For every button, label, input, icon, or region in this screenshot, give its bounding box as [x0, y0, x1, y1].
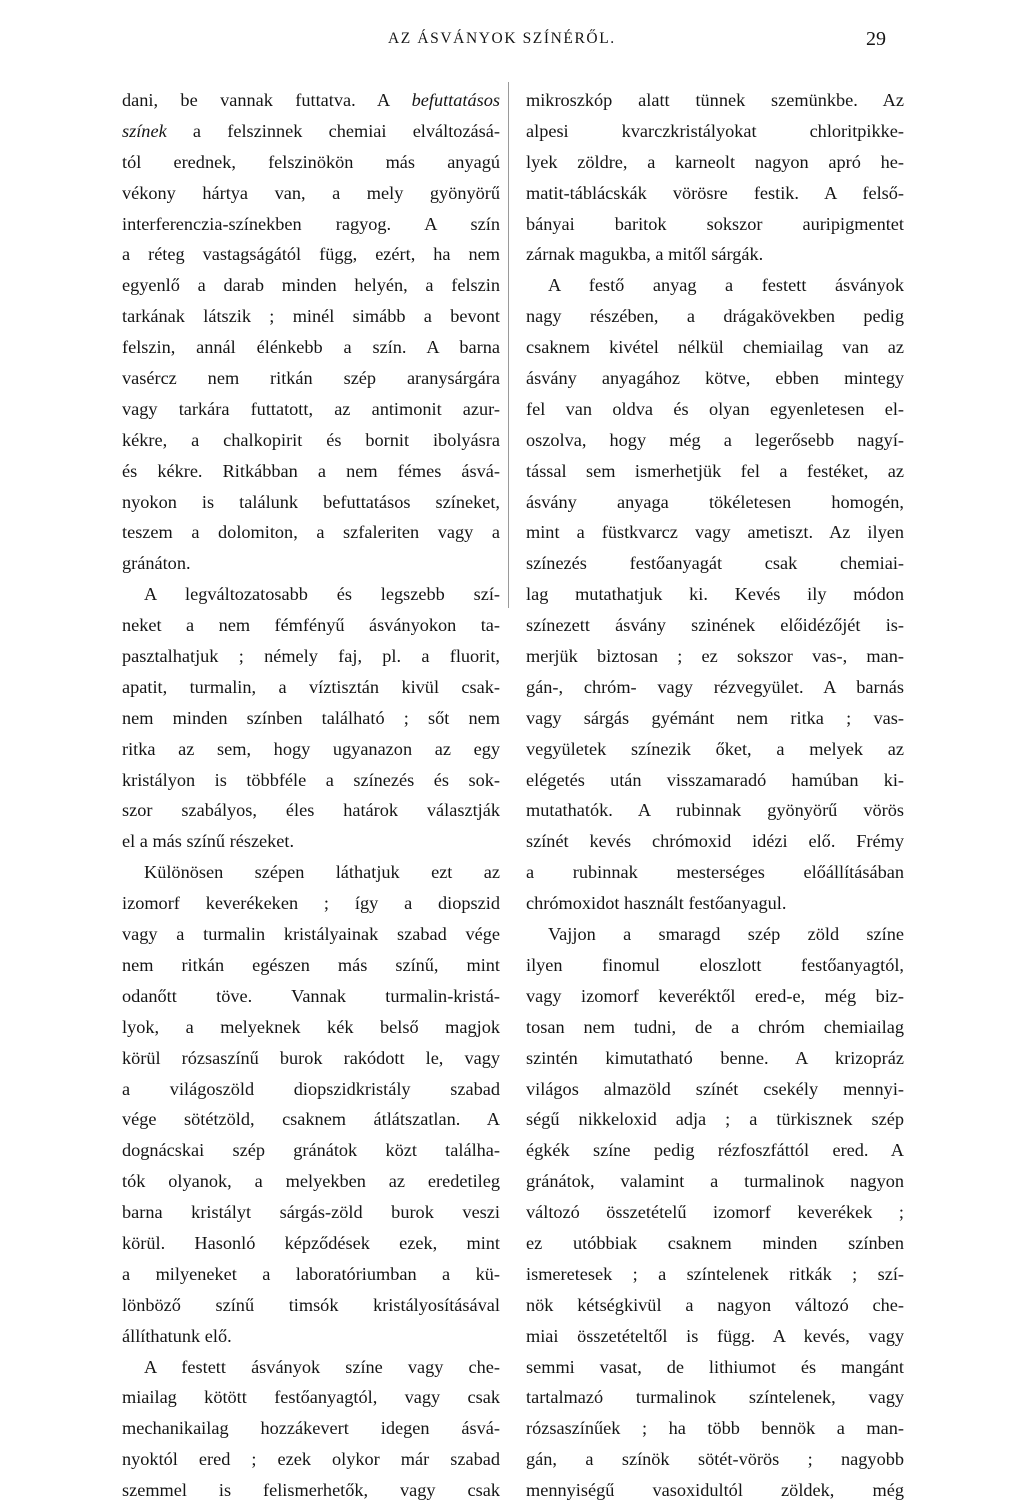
- text-line: [122, 765, 500, 796]
- line-text: színét kevés chrómoxid idézi elő. Frémy: [526, 831, 904, 852]
- text-line: [122, 425, 500, 456]
- text-line: [122, 147, 500, 178]
- line-text: gán-, chróm- vagy rézvegyület. A barnás: [526, 676, 904, 697]
- line-text: vége sötétzöld, csaknem átlátszatlan. A: [122, 1109, 500, 1130]
- text-line: [526, 1043, 904, 1074]
- text-line: [122, 641, 500, 672]
- text-line: [122, 1352, 500, 1383]
- italic-term: befuttatásos: [411, 90, 500, 110]
- line-text: ritka az sem, hogy ugyanazon az egy: [122, 738, 500, 759]
- text-line: [122, 1290, 500, 1321]
- text-line: [526, 394, 904, 425]
- text-line: [526, 456, 904, 487]
- text-line: [526, 1104, 904, 1135]
- running-title: AZ ÁSVÁNYOK SZÍNÉRŐL.: [388, 30, 616, 47]
- text-line: [526, 1166, 904, 1197]
- line-text: a világoszöld diopszidkristály szabad: [122, 1078, 500, 1099]
- text-line: [526, 1290, 904, 1321]
- line-text: vagy izomorf keveréktől ered-e, még biz-: [526, 985, 904, 1006]
- line-text: A festő anyag a festett ásványok: [548, 275, 904, 296]
- text-line: [122, 826, 500, 857]
- line-text: lyek zöldre, a karneolt nagyon apró he-: [526, 151, 904, 172]
- text-line: [122, 579, 500, 610]
- line-text: egyenlő a darab minden helyén, a felszin: [122, 275, 500, 296]
- text-line: [122, 301, 500, 332]
- text-line: [526, 548, 904, 579]
- text-line: [526, 610, 904, 641]
- text-line: [526, 1012, 904, 1043]
- line-text: gránáton.: [122, 553, 191, 574]
- line-text: lönböző színű timsók kristályosításával: [122, 1294, 500, 1315]
- line-text: vagy sárgás gyémánt nem ritka ; vas-: [526, 707, 904, 728]
- line-text: állíthatunk elő.: [122, 1325, 232, 1346]
- line-text: A festett ásványok színe vagy che-: [144, 1356, 500, 1377]
- text-line: [526, 734, 904, 765]
- line-text: zárnak magukba, a mitől sárgák.: [526, 244, 764, 265]
- line-text: vasércz nem ritkán szép aranysárgára: [122, 368, 500, 389]
- text-line: [526, 270, 904, 301]
- line-text: körül rózsaszínű burok rakódott le, vagy: [122, 1047, 500, 1068]
- text-line: [122, 239, 500, 270]
- text-line: [122, 981, 500, 1012]
- text-line: [122, 456, 500, 487]
- line-text: rózsaszínűek ; ha több bennök a man-: [526, 1418, 904, 1439]
- line-text: nagy részében, a drágakövekben pedig: [526, 306, 904, 327]
- text-line: [122, 1475, 500, 1506]
- line-text: mikroszkóp alatt tünnek szemünkbe. Az: [526, 90, 904, 110]
- line-text: szintén kimutatható benne. A krizopráz: [526, 1047, 904, 1068]
- text-line: [526, 1444, 904, 1475]
- line-text: Különösen szépen láthatjuk ezt az: [144, 862, 500, 883]
- text-line: [526, 147, 904, 178]
- text-line: [526, 209, 904, 240]
- line-text: ez utóbbiak csaknem minden színben: [526, 1232, 904, 1253]
- text-line: [526, 1475, 904, 1506]
- text-line: [122, 394, 500, 425]
- line-text: szemmel is felismerhetők, vagy csak: [122, 1480, 500, 1501]
- text-line: [122, 270, 500, 301]
- text-line: [526, 425, 904, 456]
- line-text: miailag kötött festőanyagtól, vagy csak: [122, 1387, 500, 1408]
- text-line: [122, 1135, 500, 1166]
- text-line: [122, 116, 500, 147]
- line-text: színezett ásvány szinének előidézőjét is-: [526, 615, 904, 636]
- text-line: [526, 672, 904, 703]
- line-text: dognácskai szép gránátok közt találha-: [122, 1140, 500, 1161]
- line-text: matit-táblácskák vörösre festik. A felső-: [526, 182, 904, 203]
- line-text: és kékre. Ritkábban a nem fémes ásvá-: [122, 460, 500, 481]
- text-line: [122, 1166, 500, 1197]
- line-text: ásvány anyagához kötve, ebben mintegy: [526, 368, 904, 389]
- text-line: [122, 1104, 500, 1135]
- line-text: a rubinnak mesterséges előállításában: [526, 862, 904, 883]
- text-line: [526, 239, 904, 270]
- line-text: tarkának látszik ; minél simább a bevont: [122, 306, 500, 327]
- line-text: szor szabályos, éles határok választják: [122, 800, 500, 821]
- line-text: mint a füstkvarcz vagy ametiszt. Az ilyen: [526, 522, 904, 543]
- text-line: [526, 765, 904, 796]
- text-line: [526, 579, 904, 610]
- line-text: izomorf keverékeken ; így a diopszid: [122, 893, 500, 914]
- line-text: nyokon is találunk befuttatásos színeket,: [122, 491, 500, 512]
- text-line: [526, 363, 904, 394]
- text-line: [526, 641, 904, 672]
- line-text: kékre, a chalkopirit és bornit ibolyásra: [122, 429, 500, 450]
- line-text: tól erednek, felszinökön más anyagú: [122, 151, 500, 172]
- line-text: változó összetételű izomorf keverékek ;: [526, 1202, 904, 1223]
- running-header: [0, 26, 1024, 56]
- line-text: a felszinnek chemiai elváltozásá-: [166, 120, 500, 141]
- line-text: semmi vasat, de lithiumot és mangánt: [526, 1356, 904, 1377]
- line-text: vagy a turmalin kristályainak szabad vége: [122, 924, 500, 945]
- line-text: mutathatók. A rubinnak gyönyörű vörös: [526, 800, 904, 821]
- right-text-column: [526, 85, 904, 1506]
- text-line: [122, 178, 500, 209]
- line-text: égkék színe pedig rézfoszfáttól ered. A: [526, 1140, 904, 1161]
- line-text: bányai baritok sokszor auripigmentet: [526, 213, 904, 234]
- line-text: ásvány anyaga tökéletesen homogén,: [526, 491, 904, 512]
- line-text: miai összetételtől is függ. A kevés, vagy: [526, 1325, 904, 1346]
- text-line: [122, 1012, 500, 1043]
- text-line: [122, 1382, 500, 1413]
- line-text: neket a nem fémfényű ásványokon ta-: [122, 615, 500, 636]
- text-line: [122, 209, 500, 240]
- text-line: [122, 1197, 500, 1228]
- line-text: tók olyanok, a melyekben az eredetileg: [122, 1171, 500, 1192]
- line-text: gránátok, valamint a turmalinok nagyon: [526, 1171, 904, 1192]
- line-text: el a más színű részeket.: [122, 831, 295, 852]
- text-line: [122, 888, 500, 919]
- line-text: csaknem kivétel nélkül chemiailag van az: [526, 337, 904, 358]
- text-line: [526, 888, 904, 919]
- text-line: [526, 1228, 904, 1259]
- text-line: [122, 1259, 500, 1290]
- line-text: nem minden színben található ; sőt nem: [122, 707, 500, 728]
- text-line: [122, 857, 500, 888]
- line-text: merjük biztosan ; ez sokszor vas-, man-: [526, 646, 904, 667]
- text-line: [526, 1382, 904, 1413]
- left-text-column: [122, 85, 500, 1506]
- line-text: nem ritkán egészen más színű, mint: [122, 954, 500, 975]
- line-text: felszin, annál élénkebb a szín. A barna: [122, 337, 500, 358]
- text-line: [122, 1074, 500, 1105]
- line-text: gán, a színök sötét-vörös ; nagyobb: [526, 1449, 904, 1470]
- text-line: [526, 1352, 904, 1383]
- text-line: [526, 1259, 904, 1290]
- line-text: színezés festőanyagát csak chemiai-: [526, 553, 904, 574]
- text-line: [122, 332, 500, 363]
- column-divider: [508, 82, 509, 608]
- text-line: [526, 826, 904, 857]
- line-text: alpesi kvarczkristályokat chloritpikke-: [526, 120, 904, 141]
- line-text: oszolva, hogy még a legerősebb nagyí-: [526, 429, 904, 450]
- text-line: [122, 1321, 500, 1352]
- line-text: vékony hártya van, a mely gyönyörű: [122, 182, 500, 203]
- line-text: chrómoxidot használt festőanyagul.: [526, 893, 787, 914]
- text-line: [526, 517, 904, 548]
- text-line: [122, 548, 500, 579]
- text-line: [122, 1413, 500, 1444]
- text-line: [122, 1043, 500, 1074]
- line-text: körül. Hasonló képződések ezek, mint: [122, 1232, 500, 1253]
- text-line: [526, 116, 904, 147]
- text-line: [526, 1074, 904, 1105]
- text-line: [526, 950, 904, 981]
- line-text: nyoktól ered ; ezek olykor már szabad: [122, 1449, 500, 1470]
- page-number: 29: [866, 28, 886, 50]
- line-text: tosan nem tudni, de a chróm chemiailag: [526, 1016, 904, 1037]
- line-text: világos almazöld színét csekély mennyi-: [526, 1078, 904, 1099]
- text-line: [122, 703, 500, 734]
- line-text: A legváltozatosabb és legszebb szí-: [144, 584, 500, 605]
- line-text: kristályon is többféle a színezés és sok-: [122, 769, 500, 790]
- text-line: [122, 919, 500, 950]
- line-text: pasztalhatjuk ; némely faj, pl. a fluorit,: [122, 646, 500, 667]
- text-line: [526, 703, 904, 734]
- text-line: [122, 517, 500, 548]
- line-text: vagy tarkára futtatott, az antimonit azur-: [122, 398, 500, 419]
- text-line: [122, 487, 500, 518]
- text-line: [526, 857, 904, 888]
- text-line: [526, 332, 904, 363]
- line-text: tással sem ismerhetjük fel a festéket, az: [526, 460, 904, 481]
- text-line: [122, 734, 500, 765]
- text-line: [122, 795, 500, 826]
- line-text: lag mutathatjuk ki. Kevés ily módon: [526, 584, 904, 605]
- line-text: odanőtt töve. Vannak turmalin-kristá-: [122, 985, 500, 1006]
- text-line: [526, 1197, 904, 1228]
- text-line: [526, 301, 904, 332]
- line-text: Vajjon a smaragd szép zöld színe: [548, 924, 904, 945]
- text-line: [526, 1413, 904, 1444]
- line-text: lyok, a melyeknek kék belső magjok: [122, 1016, 500, 1037]
- line-text: a milyeneket a laboratóriumban a kü-: [122, 1263, 500, 1284]
- text-line: [122, 1444, 500, 1475]
- text-line: [526, 178, 904, 209]
- line-text: vegyületek színezik őket, a melyek az: [526, 738, 904, 759]
- line-text: interferenczia-színekben ragyog. A szín: [122, 213, 500, 234]
- line-text: tartalmazó turmalinok színtelenek, vagy: [526, 1387, 904, 1408]
- line-text: dani, be vannak futtatva. A: [122, 90, 412, 110]
- text-line: [526, 1135, 904, 1166]
- line-text: barna kristályt sárgás-zöld burok veszi: [122, 1202, 500, 1223]
- text-line: [122, 672, 500, 703]
- line-text: teszem a dolomiton, a szfaleriten vagy a: [122, 522, 500, 543]
- text-line: [122, 610, 500, 641]
- line-text: elégetés után visszamaradó hamúban ki-: [526, 769, 904, 790]
- line-text: nök kétségkivül a nagyon változó che-: [526, 1294, 904, 1315]
- line-text: apatit, turmalin, a víztisztán kivül csak-: [122, 676, 500, 697]
- text-line: [526, 919, 904, 950]
- text-line: [526, 487, 904, 518]
- text-line: [122, 85, 500, 116]
- italic-term: színek: [122, 120, 167, 141]
- line-text: mechanikailag hozzákevert idegen ásvá-: [122, 1418, 500, 1439]
- text-line: [526, 981, 904, 1012]
- line-text: a réteg vastagságától függ, ezért, ha nem: [122, 244, 500, 265]
- text-line: [526, 85, 904, 116]
- text-line: [122, 1228, 500, 1259]
- text-line: [526, 1321, 904, 1352]
- text-line: [526, 795, 904, 826]
- line-text: ilyen finomul eloszlott festőanyagtól,: [526, 954, 904, 975]
- line-text: ségű nikkeloxid adja ; a türkisznek szép: [526, 1109, 904, 1130]
- text-line: [122, 363, 500, 394]
- line-text: fel van oldva és olyan egyenletesen el-: [526, 398, 904, 419]
- line-text: mennyiségű vasoxidultól zöldek, még: [526, 1480, 904, 1501]
- text-line: [122, 950, 500, 981]
- line-text: ismeretesek ; a színtelenek ritkák ; szí-: [526, 1263, 904, 1284]
